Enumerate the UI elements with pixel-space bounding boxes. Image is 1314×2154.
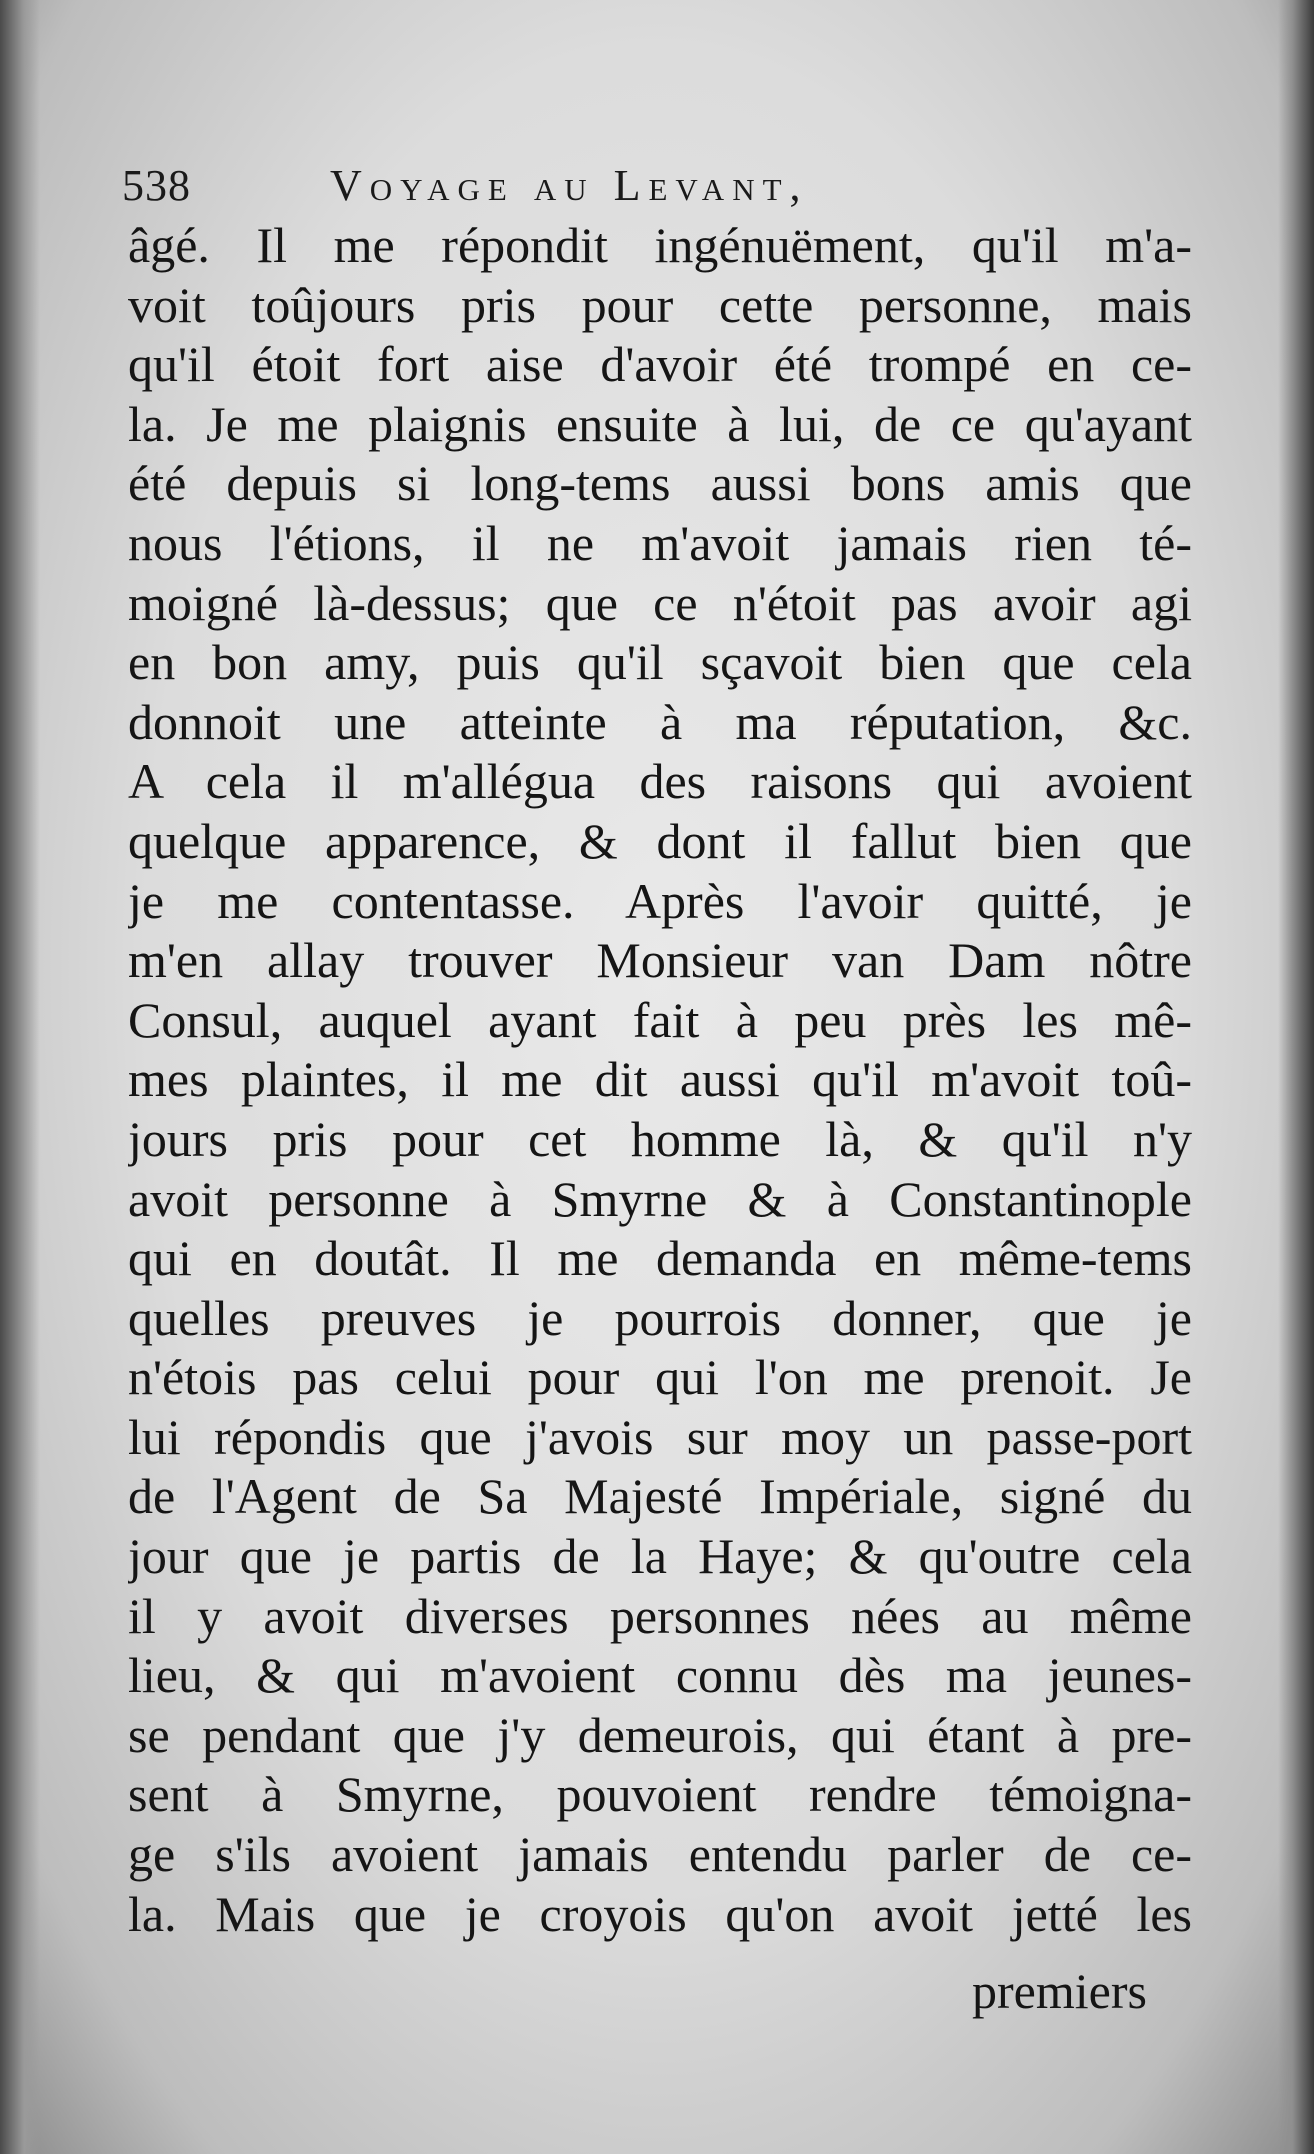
text-line: n'étois pas celui pour qui l'on me prenoit. Je [128,1349,1192,1406]
text-line: voit toûjours pris pour cette personne, mais [128,276,1192,333]
text-line: A cela il m'allégua des raisons qui avoient [128,753,1192,810]
text-line: avoit personne à Smyrne & à Constantinople [128,1170,1192,1227]
text-line: il y avoit diverses personnes nées au même [128,1587,1192,1644]
text-line: donnoit une atteinte à ma réputation, &c. [128,693,1192,750]
text-line: sent à Smyrne, pouvoient rendre témoigna- [128,1766,1192,1823]
body-text [128,216,1192,1944]
text-line: m'en allay trouver Monsieur van Dam nôtre [128,932,1192,989]
text-line: se pendant que j'y demeurois, qui étant à pre- [128,1706,1192,1763]
running-title: Voyage au Levant, [330,161,809,210]
text-line: moigné là-dessus; que ce n'étoit pas avoir agi [128,574,1192,631]
text-line: Consul, auquel ayant fait à peu près les mê- [128,991,1192,1048]
text-line: en bon amy, puis qu'il sçavoit bien que cela [128,634,1192,691]
text-line: lui répondis que j'avois sur moy un passe-port [128,1408,1192,1465]
text-line: mes plaintes, il me dit aussi qu'il m'avoit toû- [128,1051,1192,1108]
text-line: quelque apparence, & dont il fallut bien que [128,812,1192,869]
text-line: nous l'étions, il ne m'avoit jamais rien té- [128,514,1192,571]
text-line: jour que je partis de la Haye; & qu'outre cela [128,1528,1192,1585]
text-line: je me contentasse. Après l'avoir quitté, je [128,872,1192,929]
text-line: ge s'ils avoient jamais entendu parler de ce- [128,1826,1192,1883]
text-line: lieu, & qui m'avoient connu dès ma jeunes- [128,1647,1192,1704]
text-line: jours pris pour cet homme là, & qu'il n'y [128,1110,1192,1167]
page-number: 538 [122,161,191,210]
text-line: la. Je me plaignis ensuite à lui, de ce qu'ayant [128,395,1192,452]
text-line: qui en doutât. Il me demanda en même-tems [128,1230,1192,1287]
text-line: âgé. Il me répondit ingénuëment, qu'il m'a- [128,217,1192,273]
catchword: premiers [972,1963,1147,2019]
text-line: de l'Agent de Sa Majesté Impériale, signé du [128,1468,1192,1525]
text-line: été depuis si long-tems aussi bons amis que [128,455,1192,512]
text-line: quelles preuves je pourrois donner, que je [128,1289,1192,1346]
text-line: la. Mais que je croyois qu'on avoit jetté les [128,1885,1192,1942]
page-header [122,160,1202,214]
text-line: qu'il étoit fort aise d'avoir été trompé en ce- [128,336,1192,393]
